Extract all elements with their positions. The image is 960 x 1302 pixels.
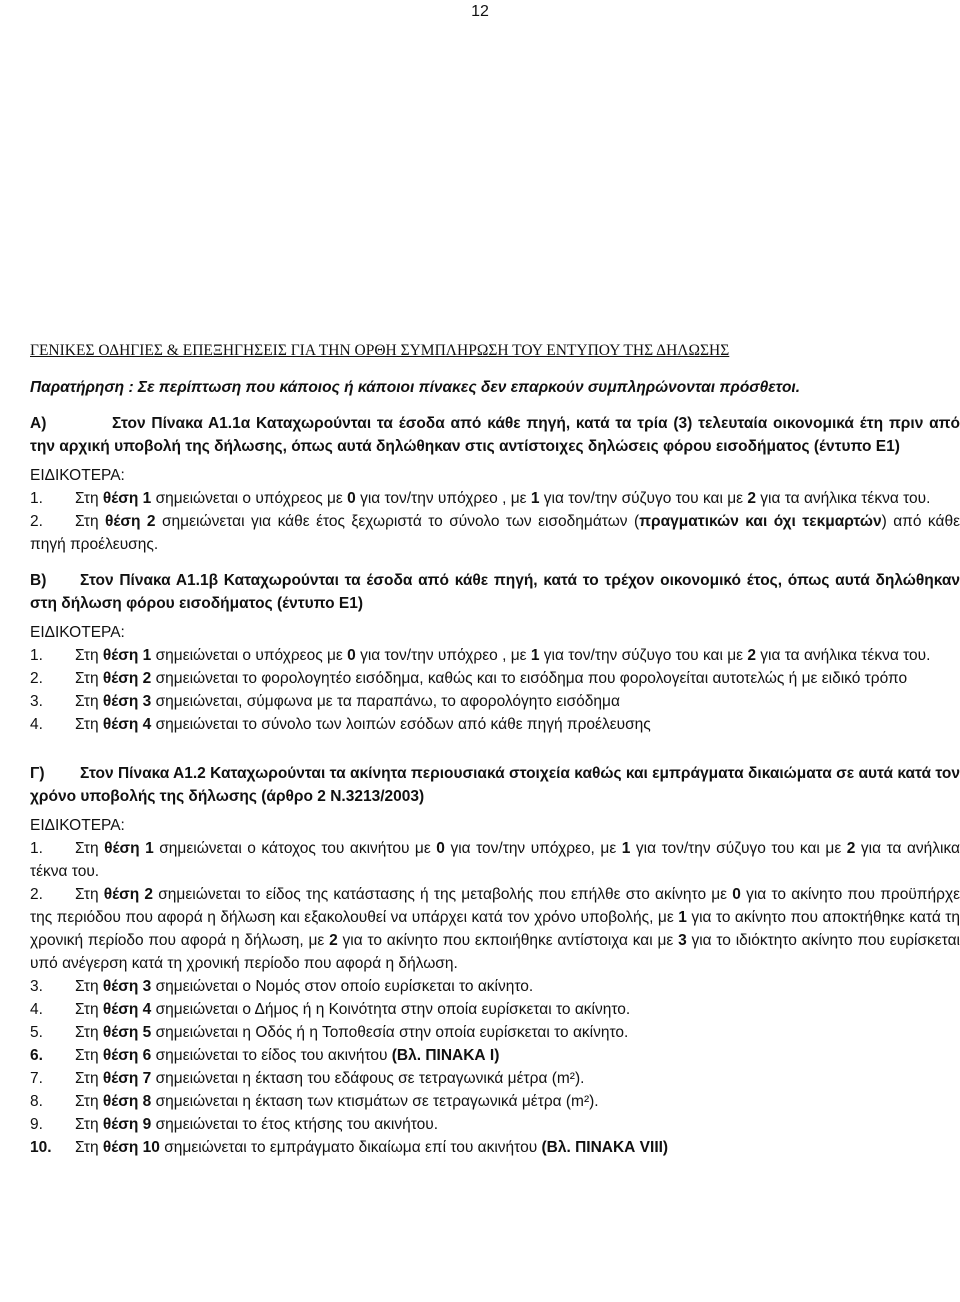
item-text: Στη [75, 490, 103, 507]
item-number: 4. [30, 1001, 43, 1018]
item-text: σημειώνεται το φορολογητέο εισόδημα, καθώς και το εισόδημα που φορολογείται αυτοτελώς ή με ειδικό τρόπο [151, 670, 908, 687]
section-c [30, 762, 960, 1159]
list-item [30, 487, 960, 510]
item-number: 2. [30, 513, 43, 530]
item-text: σημειώνεται το είδος του ακινήτου [151, 1047, 392, 1064]
item-emphasis: (Βλ. ΠΙΝΑΚΑ Ι) [391, 1047, 500, 1064]
section-a-items [30, 487, 960, 556]
note-paragraph: Παρατήρηση : Σε περίπτωση που κάποιος ή κάποιοι πίνακες δεν επαρκούν συμπληρώνονται πρόσθετοι. [30, 379, 801, 396]
item-text: για τα ανήλικα τέκνα του. [756, 490, 931, 507]
item-emphasis: 2 [846, 840, 856, 857]
section-c-items [30, 837, 960, 1159]
item-number: 10. [30, 1139, 52, 1156]
item-text: για το ακίνητο που προϋπήρχε της περιόδου που αφορά η δήλωση και εξακολουθεί να υπάρχει κατά τον χρόνο υποβολής, με [30, 886, 960, 926]
item-emphasis: θέση 1 [104, 840, 154, 857]
item-emphasis: θέση 3 [102, 693, 152, 710]
item-text: σημειώνεται το σύνολο των λοιπών εσόδων από κάθε πηγή προέλευσης [151, 716, 651, 733]
section-text: Στον Πίνακα Α1.1β Καταχωρούνται τα έσοδα από κάθε πηγή, κατά το τρέχον οικονομικό έτος, όπως αυτά δηλώθηκαν στη δήλωση φόρου εισοδήματος (έντυπο Ε1) [30, 572, 960, 612]
item-emphasis: 3 [678, 932, 687, 949]
item-emphasis: 0 [347, 647, 356, 664]
item-emphasis: θέση 6 [102, 1047, 152, 1064]
item-text: Στη [75, 1093, 103, 1110]
item-text: για τον/την υπόχρεο, με [444, 840, 622, 857]
specifics-label: ΕΙΔΙΚΟΤΕΡΑ: [30, 817, 125, 834]
list-item [30, 667, 960, 690]
item-text: σημειώνεται το είδος της κατάστασης ή της μεταβολής που επήλθε στο ακίνητο με [153, 886, 733, 903]
list-item [30, 644, 960, 667]
item-emphasis: πραγματικών και όχι τεκμαρτών [639, 513, 882, 530]
item-emphasis: θέση 1 [102, 647, 152, 664]
item-emphasis: 2 [747, 490, 756, 507]
item-text: σημειώνεται ο Δήμος ή η Κοινότητα στην οποία ευρίσκεται το ακίνητο. [151, 1001, 631, 1018]
item-text: Στη [75, 670, 103, 687]
list-item [30, 713, 960, 736]
item-emphasis: θέση 2 [102, 670, 152, 687]
item-text: σημειώνεται η έκταση των κτισμάτων σε τετραγωνικά μέτρα (m²). [151, 1093, 599, 1110]
item-text: ) από κάθε πηγή προέλευσης. [30, 513, 960, 553]
section-b-heading [30, 569, 960, 615]
specifics-label: ΕΙΔΙΚΟΤΕΡΑ: [30, 624, 125, 641]
item-text: Στη [75, 693, 103, 710]
item-number: 3. [30, 978, 43, 995]
item-emphasis: θέση 10 [102, 1139, 160, 1156]
item-emphasis: 2 [747, 647, 756, 664]
section-lead: Στον Πίνακα Α1. [112, 415, 233, 432]
item-text: Στη [75, 1047, 103, 1064]
item-number: 5. [30, 1024, 43, 1041]
item-emphasis: θέση 4 [102, 716, 152, 733]
item-text: για τον/την σύζυγο του και με [630, 840, 847, 857]
item-text: σημειώνεται η έκταση του εδάφους σε τετραγωνικά μέτρα (m²). [151, 1070, 585, 1087]
item-text: σημειώνεται το έτος κτήσης του ακινήτου. [151, 1116, 439, 1133]
item-text: για τον/την σύζυγο του και με [539, 490, 748, 507]
item-emphasis: 1 [530, 490, 540, 507]
item-emphasis: 1 [621, 840, 631, 857]
item-text: σημειώνεται ο υπόχρεος με [151, 490, 348, 507]
item-emphasis: (Βλ. ΠΙΝΑΚΑ VIII) [541, 1139, 669, 1156]
section-letter: Β) [30, 572, 47, 589]
section-a [30, 412, 960, 556]
item-number: 1. [30, 647, 43, 664]
item-text: Στη [75, 1001, 103, 1018]
item-emphasis: θέση 2 [103, 886, 154, 903]
item-emphasis: θέση 9 [102, 1116, 152, 1133]
item-emphasis: θέση 8 [102, 1093, 152, 1110]
item-text: Στη [75, 840, 105, 857]
item-emphasis: 0 [732, 886, 741, 903]
item-emphasis: 0 [436, 840, 445, 857]
item-text: για το ακίνητο που αποκτήθηκε κατά τη χρονική περίοδο που αφορά η δήλωση, με [30, 909, 960, 949]
list-item [30, 1136, 960, 1159]
list-item [30, 1021, 960, 1044]
document-body [30, 340, 960, 1159]
item-number: 1. [30, 490, 43, 507]
item-emphasis: 1 [678, 909, 687, 926]
list-item [30, 510, 960, 556]
item-text: για το ακίνητο που εκποιήθηκε αντίστοιχα και με [337, 932, 679, 949]
item-text: Στη [75, 513, 106, 530]
item-text: για το ιδιόκτητο ακίνητο που ευρίσκεται υπό ανέγερση κατά τη χρονική περίοδο που αφορά η δήλωση. [30, 932, 960, 972]
section-text: Στον Πίνακα Α1.2 Καταχωρούνται τα ακίνητα περιουσιακά στοιχεία καθώς και εμπράγματα δικαιώματα σε αυτά κατά τον χρόνο υποβολής της δήλωσης (άρθρο 2 Ν.3213/2003) [30, 765, 960, 805]
section-b-items [30, 644, 960, 736]
item-text: Στη [75, 1024, 103, 1041]
item-text: για τα ανήλικα τέκνα του. [30, 840, 960, 880]
item-text: σημειώνεται το εμπράγματο δικαίωμα επί του ακινήτου [159, 1139, 542, 1156]
item-text: για τον/την υπόχρεο , με [355, 490, 531, 507]
item-text: Στη [75, 1116, 103, 1133]
item-text: Στη [75, 978, 103, 995]
item-number: 6. [30, 1047, 43, 1064]
item-number: 2. [30, 886, 43, 903]
section-a-heading [30, 412, 960, 458]
section-letter: Γ) [30, 765, 45, 782]
item-emphasis: 0 [347, 490, 356, 507]
list-item [30, 1067, 960, 1090]
item-number: 2. [30, 670, 43, 687]
item-emphasis: θέση 3 [102, 978, 152, 995]
section-letter: Α) [30, 415, 47, 432]
item-text: για τα ανήλικα τέκνα του. [756, 647, 931, 664]
section-text: 1α Καταχωρούνται τα έσοδα από κάθε πηγή, κατά τα τρία (3) τελευταία οικονομικά έτη πριν από την αρχική υποβολή της δήλωσης, όπως αυτά δηλώθηκαν στις αντίστοιχες δηλώσεις φόρου εισοδήματος (έντυπο Ε1) [30, 415, 960, 455]
section-c-heading [30, 762, 960, 808]
item-text: Στη [75, 886, 104, 903]
item-number: 9. [30, 1116, 43, 1133]
item-text: για τον/την σύζυγο του και με [539, 647, 748, 664]
item-emphasis: θέση 1 [102, 490, 152, 507]
item-number: 7. [30, 1070, 43, 1087]
item-number: 4. [30, 716, 43, 733]
list-item [30, 1113, 960, 1136]
item-text: Στη [75, 647, 103, 664]
list-item [30, 1044, 960, 1067]
page-number: 12 [471, 3, 489, 20]
list-item [30, 883, 960, 975]
list-item [30, 1090, 960, 1113]
item-text: σημειώνεται, σύμφωνα με τα παραπάνω, το αφορολόγητο εισόδημα [151, 693, 620, 710]
item-text: Στη [75, 1070, 103, 1087]
item-emphasis: 1 [530, 647, 540, 664]
item-text: σημειώνεται ο υπόχρεος με [151, 647, 348, 664]
item-number: 3. [30, 693, 43, 710]
item-text: σημειώνεται ο κάτοχος του ακινήτου με [153, 840, 437, 857]
list-item [30, 690, 960, 713]
item-number: 1. [30, 840, 43, 857]
list-item [30, 837, 960, 883]
item-text: για τον/την υπόχρεο , με [355, 647, 531, 664]
item-text: σημειώνεται η Οδός ή η Τοποθεσία στην οποία ευρίσκεται το ακίνητο. [151, 1024, 629, 1041]
page-title: ΓΕΝΙΚΕΣ ΟΔΗΓΙΕΣ & ΕΠΕΞΗΓΗΣΕΙΣ ΓΙΑ ΤΗΝ ΟΡΘΗ ΣΥΜΠΛΗΡΩΣΗ ΤΟΥ ΕΝΤΥΠΟΥ ΤΗΣ ΔΗΛΩΣΗΣ [30, 342, 730, 359]
item-emphasis: θέση 7 [102, 1070, 152, 1087]
specifics-label: ΕΙΔΙΚΟΤΕΡΑ: [30, 467, 125, 484]
list-item [30, 998, 960, 1021]
item-emphasis: 2 [329, 932, 338, 949]
section-b [30, 569, 960, 736]
item-text: σημειώνεται ο Νομός στον οποίο ευρίσκεται το ακίνητο. [151, 978, 534, 995]
item-text: σημειώνεται για κάθε έτος ξεχωριστά το σύνολο των εισοδημάτων ( [155, 513, 640, 530]
item-emphasis: θέση 5 [102, 1024, 152, 1041]
list-item [30, 975, 960, 998]
item-text: Στη [75, 716, 103, 733]
item-number: 8. [30, 1093, 43, 1110]
item-emphasis: θέση 4 [102, 1001, 152, 1018]
item-text: Στη [75, 1139, 103, 1156]
item-emphasis: θέση 2 [105, 513, 156, 530]
